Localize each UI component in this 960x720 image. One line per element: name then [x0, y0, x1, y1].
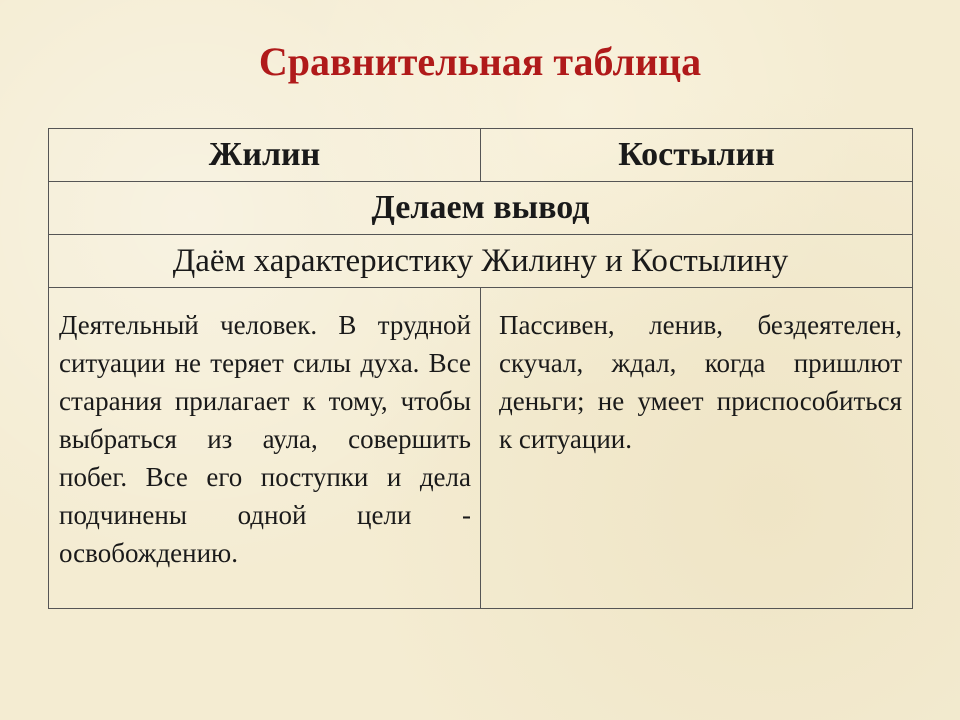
header-zhilin: Жилин [49, 129, 481, 181]
table-header-row [48, 128, 913, 181]
characteristic-subtitle: Даём характеристику Жилину и Костылину [172, 243, 789, 279]
header-kostylin: Костылин [618, 136, 775, 173]
subtitle-row [48, 234, 913, 287]
zhilin-characteristic: Деятельный человек. В трудной ситуации не теряет силы духа. Все старания прилагает к тому, чтобы выбраться из аула, совершить побег. Все его поступки и дела подчинены одной цели - освобождению. [59, 310, 471, 568]
page-title: Сравнительная таблица [258, 39, 702, 84]
comparison-table [48, 128, 913, 609]
kostylin-characteristic: Пассивен, ленив, бездеятелен, скучал, ждал, когда пришлют деньги; не умеет приспособиться к ситуации. [499, 310, 902, 454]
kostylin-cell [481, 288, 912, 608]
conclusion-heading: Делаем вывод [371, 189, 590, 226]
conclusion-row [48, 181, 913, 234]
characteristics-row [48, 287, 913, 609]
zhilin-cell [49, 288, 481, 608]
